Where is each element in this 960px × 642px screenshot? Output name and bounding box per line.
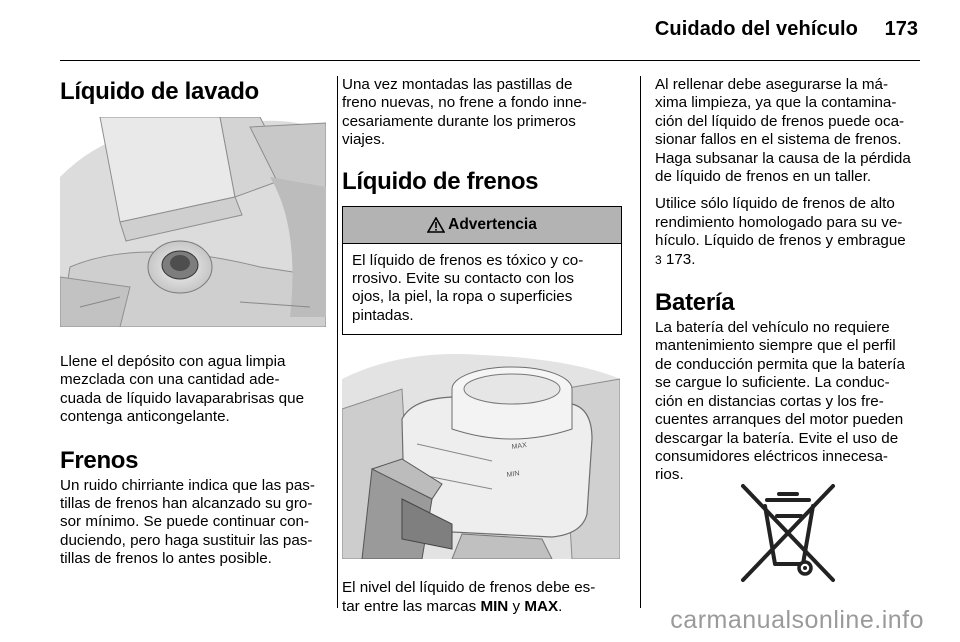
fill-text-line: Haga subsanar la causa de la pérdida bbox=[655, 149, 911, 167]
level-text-end: . bbox=[558, 597, 563, 615]
warning-text-line: ojos, la piel, la ropa o superficies bbox=[352, 288, 573, 306]
warning-text-line: pintadas. bbox=[352, 306, 414, 324]
heading-brake-fluid: Líquido de frenos bbox=[342, 167, 539, 195]
column-divider-2 bbox=[640, 76, 641, 608]
fill-text-line: de líquido de frenos en un taller. bbox=[655, 168, 872, 186]
battery-text-line: consumidores eléctricos innecesa- bbox=[655, 447, 888, 465]
intro-text-line: viajes. bbox=[342, 131, 386, 149]
reservoir-min-mark: MIN bbox=[506, 470, 520, 480]
brakes-text-line: sor mínimo. Se puede continuar con- bbox=[60, 513, 310, 531]
column-divider-1 bbox=[337, 76, 338, 608]
warning-triangle-icon bbox=[427, 217, 445, 233]
washer-text-line: Llene el depósito con agua limpia bbox=[60, 353, 286, 370]
column-3 bbox=[655, 76, 923, 485]
crossed-out-bin-icon bbox=[735, 482, 841, 586]
warning-box bbox=[342, 206, 622, 336]
battery-text-line: mantenimiento siempre que el perfil bbox=[655, 337, 896, 355]
battery-text-line: La batería del vehículo no requiere bbox=[655, 319, 890, 337]
reservoir-max-mark: MAX bbox=[511, 442, 528, 452]
intro-text-line: freno nuevas, no frene a fondo inne- bbox=[342, 94, 587, 112]
fill-text-line: xima limpieza, ya que la contamina- bbox=[655, 94, 897, 112]
running-header-title: Cuidado del vehículo bbox=[654, 18, 858, 40]
brake-fluid-reservoir-illustration bbox=[342, 349, 620, 559]
warning-text-line: rrosivo. Evite su contacto con los bbox=[352, 270, 575, 288]
intro-text-line: Una vez montadas las pastillas de bbox=[342, 76, 573, 93]
washer-text-line: cuada de líquido lavaparabrisas que bbox=[60, 389, 305, 407]
page-reference[interactable] bbox=[655, 251, 923, 269]
intro-text-line: cesariamente durante los primeros bbox=[342, 112, 576, 130]
level-text-prefix: tar entre las marcas bbox=[342, 597, 481, 615]
heading-battery: Batería bbox=[655, 289, 735, 317]
page-number: 173 bbox=[884, 18, 918, 40]
use-text-line: hículo. Líquido de frenos y embrague bbox=[655, 232, 906, 250]
watermark: carmanualsonline.info bbox=[670, 606, 924, 634]
level-max-label: MAX bbox=[524, 597, 559, 615]
fill-text-line: Al rellenar debe asegurarse la má- bbox=[655, 76, 888, 93]
use-text-line: Utilice sólo líquido de frenos de alto bbox=[655, 195, 895, 213]
washer-text-line: contenga anticongelante. bbox=[60, 408, 230, 426]
fill-text-line: sionar fallos en el sistema de frenos. bbox=[655, 131, 902, 149]
level-text-conj: y bbox=[508, 597, 525, 615]
warning-body bbox=[343, 244, 621, 335]
battery-text-line: cuentes arranques del motor pueden bbox=[655, 411, 904, 429]
battery-text-line: se cargue lo suficiente. La conduc- bbox=[655, 374, 890, 392]
battery-text-line: ción en distancias cortas y los fre- bbox=[655, 392, 884, 410]
warning-header bbox=[343, 207, 621, 244]
column-2 bbox=[342, 76, 622, 616]
level-text-line: El nivel del líquido de frenos debe es- bbox=[342, 579, 596, 597]
reference-arrow-icon: 3 bbox=[655, 252, 662, 267]
battery-text-line: descargar la batería. Evite el uso de bbox=[655, 429, 899, 447]
level-text-line bbox=[342, 598, 622, 616]
battery-text-line: de conducción permita que la batería bbox=[655, 355, 905, 373]
brakes-text-line: Un ruido chirriante indica que las pas- bbox=[60, 476, 315, 494]
warning-title: Advertencia bbox=[448, 215, 537, 233]
brakes-text-line: tillas de frenos lo antes posible. bbox=[60, 550, 272, 568]
brakes-text-line: duciendo, pero haga sustituir las pas- bbox=[60, 531, 313, 549]
washer-reservoir-illustration bbox=[60, 117, 326, 327]
battery-text-line: rios. bbox=[655, 466, 684, 484]
reference-page: 173. bbox=[661, 250, 696, 268]
fill-text-line: ción del líquido de frenos puede oca- bbox=[655, 112, 905, 130]
washer-text-line: mezclada con una cantidad ade- bbox=[60, 371, 280, 389]
heading-brakes: Frenos bbox=[60, 446, 139, 474]
warning-text-line: El líquido de frenos es tóxico y co- bbox=[352, 251, 584, 269]
use-text-line: rendimiento homologado para su ve- bbox=[655, 213, 903, 231]
level-min-label: MIN bbox=[480, 597, 509, 615]
column-1 bbox=[60, 76, 326, 569]
brakes-text-line: tillas de frenos han alcanzado su gro- bbox=[60, 495, 313, 513]
heading-washer-fluid: Líquido de lavado bbox=[60, 78, 259, 105]
header-rule bbox=[60, 60, 920, 61]
